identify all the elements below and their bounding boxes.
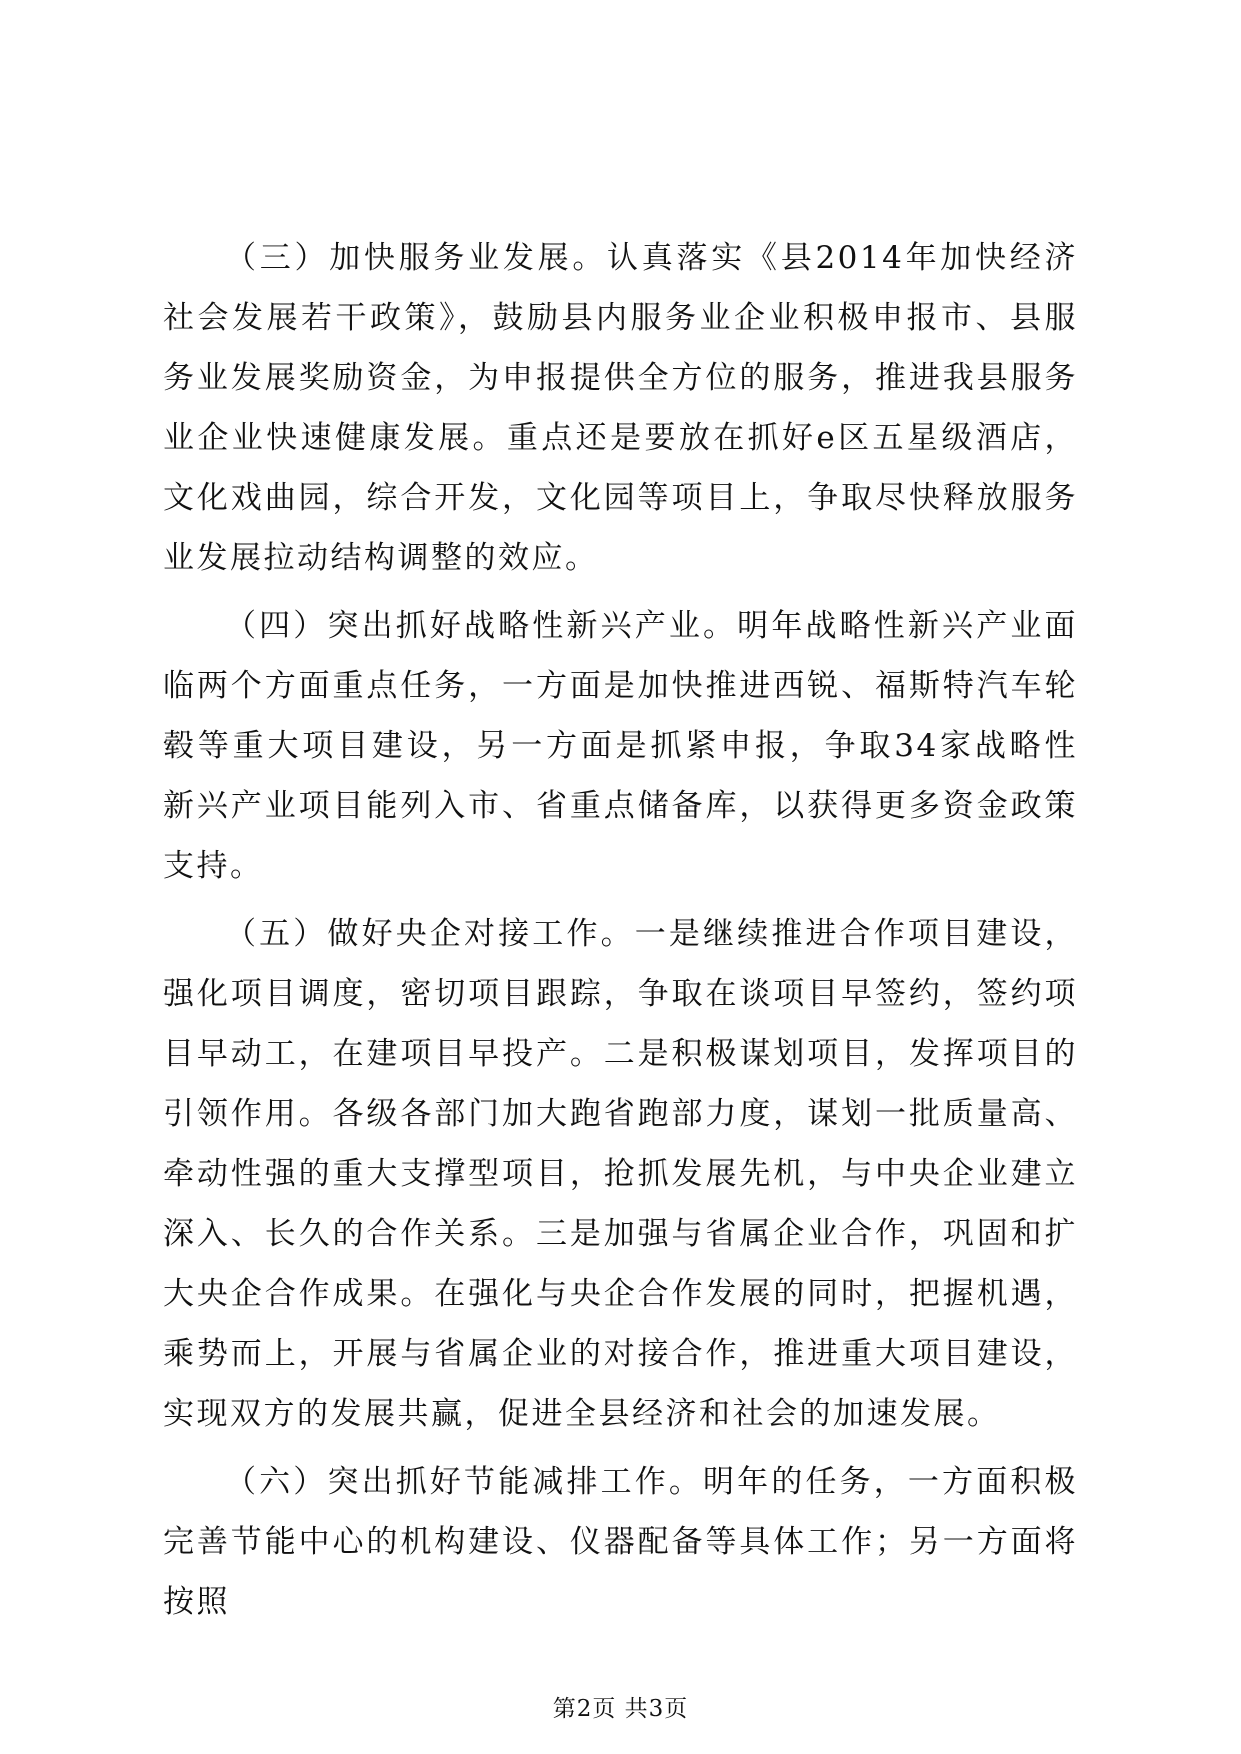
page-number-footer: 第2页 共3页	[552, 1696, 689, 1722]
document-body	[163, 228, 1078, 1632]
paragraph-emerging-industries: （四）突出抓好战略性新兴产业。明年战略性新兴产业面临两个方面重点任务，一方面是加快推进西锐、福斯特汽车轮毂等重大项目建设，另一方面是抓紧申报，争取34家战略性新兴产业项目能列入市、省重点储备库，以获得更多资金政策支持。	[163, 608, 1078, 884]
paragraph-services: （三）加快服务业发展。认真落实《县2014年加快经济社会发展若干政策》，鼓励县内服务业企业积极申报市、县服务业发展奖励资金，为申报提供全方位的服务，推进我县服务业企业快速健康发展。重点还是要放在抓好e区五星级酒店，文化戏曲园，综合开发，文化园等项目上，争取尽快释放服务业发展拉动结构调整的效应。	[163, 240, 1078, 576]
paragraph-energy-saving: （六）突出抓好节能减排工作。明年的任务，一方面积极完善节能中心的机构建设、仪器配备等具体工作；另一方面将按照	[163, 1464, 1078, 1620]
paragraph-soe-cooperation: （五）做好央企对接工作。一是继续推进合作项目建设，强化项目调度，密切项目跟踪，争取在谈项目早签约，签约项目早动工，在建项目早投产。二是积极谋划项目，发挥项目的引领作用。各级各部门加大跑省跑部力度，谋划一批质量高、牵动性强的重大支撑型项目，抢抓发展先机，与中央企业建立深入、长久的合作关系。三是加强与省属企业合作，巩固和扩大央企合作成果。在强化与央企合作发展的同时，把握机遇，乘势而上，开展与省属企业的对接合作，推进重大项目建设，实现双方的发展共赢，促进全县经济和社会的加速发展。	[163, 916, 1078, 1432]
